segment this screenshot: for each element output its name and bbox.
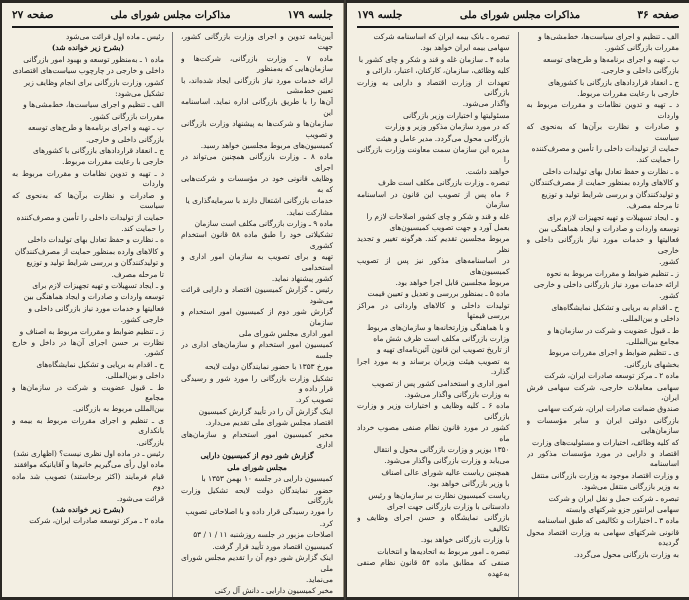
text-line: بعمل آورد و جهت تصویب کمیسیون‌های: [389, 222, 510, 232]
text-line: د ـ تهیه و تدوین نظامات و مقررات مربوط به واردات: [526, 100, 679, 120]
text-line: کشور.: [659, 257, 679, 267]
left-page-number: صفحه ۲۷: [12, 9, 54, 21]
text-line: مقررات بازرگانی کشور.: [604, 43, 679, 53]
text-line: ارائه خدمات مورد نیاز بازرگانی ایجاد شده‌اند، با تعیین خط‌مشی: [181, 75, 333, 96]
text-line: ز ـ تنظیم ضوابط و مقررات مربوط به نحوه: [546, 268, 679, 278]
header-rule: [12, 26, 333, 28]
text-line: قرائت می‌شود.: [116, 493, 164, 503]
text-line: نظارت بر حسن اجرای آن‌ها در داخل و خارج کشور.: [12, 337, 164, 358]
text-line: به وزارت بازرگانی محول می‌گردد.: [573, 549, 679, 559]
text-line: اقتصاد مجلس شورای ملی تقدیم می‌دارد.: [205, 418, 333, 428]
text-line: ی ـ تنظیم ضوابط و اجرای مقررات مربوط: [548, 348, 679, 358]
text-line: و تولیدکنندگان و بررسی شرایط تولید و توزیع: [26, 258, 164, 268]
text-line: الف ـ تنظیم و اجرای سیاست‌ها، خط‌مشی‌ها و: [538, 32, 679, 41]
text-line: بازرگانی نمایشگاه و حسن اجرای وظایف و تکالیف: [357, 513, 510, 533]
text-line: مجامع بین‌المللی.: [625, 336, 679, 346]
text-line: ریاست کمیسیون نظارت بر سازمان‌ها و رئیس: [368, 490, 510, 500]
text-line: ب ـ تهیه و اجرای برنامه‌ها و طرح‌های توسعه: [542, 54, 679, 64]
text-line: ماده ۳ ـ اختیارات و تکالیفی که طبق اساسنامه: [537, 516, 679, 526]
text-line: تا مرحله مصرف.: [626, 201, 679, 211]
text-line: تبصره ـ امور مربوط به اتحادیه‌ها و انتخابات: [377, 546, 510, 556]
text-line: مسئولیتها و اختیارات وزیر بازرگانی: [402, 110, 510, 120]
right-columns: [357, 32, 679, 597]
text-line: مقررات بازرگانی کشور.: [89, 111, 164, 121]
text-line: اقتصاد و دارایی در مورد مؤسسات مذکور در اساسنامه: [526, 449, 679, 469]
text-line: کشور.: [659, 291, 679, 301]
text-line: را حمایت کند.: [121, 223, 164, 233]
text-line: صنفی که مطابق ماده ۵۴ قانون نظام صنفی به‌عهده: [357, 558, 510, 578]
text-line: وزارت بازرگانی مکلف است ظرف شش ماه: [373, 333, 510, 343]
text-line: بازرگانی داخلی و خارجی.: [85, 134, 164, 144]
text-line: مربوط مجلسین تقدیم کند. هرگونه تغییر و تجدید نظر: [357, 234, 510, 254]
header-rule: [357, 26, 679, 28]
text-line: فعالیتها و خدمات مورد نیاز بازرگانی داخلی و: [28, 303, 164, 313]
text-line: کمیسیون دارایی در جلسه ۱۰ بهمن ۱۳۵۳ با: [201, 474, 333, 484]
text-line: ح ـ اقدام به برپایی و تشکیل نمایشگاه‌های: [36, 359, 164, 369]
text-line: کشور، وزارت بازرگانی برای انجام وظایف زیر: [24, 77, 164, 87]
text-line: دادستانی با وزارت بازرگانی جهت اجرای: [386, 502, 510, 512]
text-line: آیین‌نامه تدوین و اجرای وزارت بازرگانی کشور، جهت: [181, 32, 333, 52]
left-session: جلسه ۱۷۹: [287, 9, 333, 21]
text-line: سهامی معاملات خارجی، شرکت سهامی فرش ایران،: [526, 382, 679, 402]
text-line: مورخ ۱۳۵۳ با حضور نمایندگان دولت لایحه: [204, 362, 333, 372]
text-line: ۶ ماه پس از تصویب این قانون در اساسنامه سازمان: [357, 189, 510, 210]
text-line: فعالیتها و خدمات مورد نیاز بازرگانی داخلی و خارجی: [526, 235, 679, 255]
text-line: امور اداری و استخدامی کشور پس از تصویب: [371, 378, 510, 388]
text-line: الف ـ تنظیم و اجرای سیاست‌ها، خط‌مشی‌ها و: [23, 100, 164, 110]
text-line: اینک گزارش آن را در تأیید گزارش کمیسیون: [198, 406, 333, 416]
text-line: تهیه و برای تصویب به سازمان امور اداری و استخدامی: [181, 252, 333, 272]
text-line: کمیسیون‌های مربوط مجلسین خواهد رسید.: [200, 141, 333, 151]
text-line: خواهند داشت.: [465, 166, 510, 176]
text-line: حمایت از تولیدات داخلی را تأمین و مصرف‌کننده: [531, 144, 679, 154]
text-line: کمیسیون امور استخدام و سازمان‌های اداری در جلسه: [181, 340, 333, 360]
text-line: ه ـ نظارت و حفظ تعادل بهای تولیدات داخلی: [27, 235, 164, 245]
text-line: ماده اول رأی می‌گیریم خانم‌ها و آقایانیکه موافقند: [13, 460, 164, 470]
text-line: خارجی کشور.: [120, 315, 164, 325]
text-line: بازرگانی.: [136, 437, 164, 447]
text-line: غله و قند و شکر و چای کشور اصلاحات لازم را: [366, 211, 510, 221]
text-line: سهامی بیمه ایران خواهد بود.: [420, 43, 510, 53]
text-line: خارجی با رعایت مقررات مربوط.: [62, 157, 164, 167]
text-line: در اساسنامه‌های مذکور نیز پس از تصویب کمیسیون‌های: [357, 256, 510, 276]
text-line: با وزیر بازرگانی خواهد بود.: [427, 479, 510, 489]
text-line: مجلس شورای ملی: [227, 462, 287, 472]
text-line: (بشرح زیر خوانده شد): [51, 43, 125, 53]
left-title: مذاکرات مجلس شورای ملی: [110, 9, 231, 21]
text-line: مخبر کمیسیون امور استخدام و سازمان‌های اداری: [181, 429, 333, 450]
text-line: ماده ۹ ـ وزارت بازرگانی مکلف است سازمان: [194, 218, 333, 228]
text-line: کرد.: [319, 518, 333, 528]
text-line: ارائه خدمات مورد نیاز بازرگانی داخلی و خارجی: [533, 279, 679, 289]
text-line: رئیس ـ ماده اول قرائت می‌شود: [66, 32, 164, 41]
left-page-header: [12, 7, 333, 23]
text-line: امور اداری مجلس شورای ملی: [238, 328, 333, 338]
text-line: که کلیه وظائف، اختیارات و مسئولیت‌های وزارت: [531, 437, 679, 447]
text-line: بازرگانی دولتی ایران و سایر مؤسسات و سازمان‌هایی: [526, 415, 679, 436]
right-page-header: [357, 7, 679, 23]
text-line: آن‌ها را با طریق بازرگانی اداره نماید. اساسنامه این: [181, 97, 333, 117]
right-page: [347, 3, 689, 597]
text-line: با وزارت بازرگانی خواهد بود.: [420, 535, 510, 545]
text-line: ۱۳۵۰ بوزیر و وزارت بازرگانی محول و انتقال: [373, 445, 510, 455]
text-line: می‌یابد و وزارت بازرگانی واگذار می‌شود.: [384, 456, 510, 466]
text-line: تصویب کرد.: [295, 395, 333, 405]
text-line: رئیس ـ گزارش کمیسیون اقتصاد و دارایی قرائت می‌شود: [181, 285, 333, 305]
right-title: مذاکرات مجلس شورای ملی: [459, 9, 581, 21]
text-line: و با هماهنگی وزارتخانه‌ها و سازمان‌های مربوط: [366, 322, 510, 332]
text-line: و ـ ایجاد تسهیلات و تهیه تجهیزات لازم برای: [32, 280, 164, 290]
text-line: تشکیل می‌شود:: [115, 89, 164, 99]
text-line: اصلاحات مزبور در جلسه روزشنبه ۱۱ / ۱ / ۵۳: [193, 530, 333, 540]
text-line: و صادرات و نظارت برآن‌ها که به‌نحوی که سیاست: [526, 122, 679, 142]
text-line: و تولیدکنندگان و بررسی شرایط تولید و توزیع: [541, 189, 679, 199]
text-line: ماده ۶ ـ کلیه وظایف و اختیارات وزیر و وزارت بازرگانی: [357, 401, 510, 421]
text-line: کشور در مورد قانون نظام صنفی مصوب خرداد ماه: [357, 423, 510, 443]
text-line: ج ـ انعقاد قراردادهای بازرگانی با کشورهای: [33, 146, 164, 156]
left-columns: [12, 32, 333, 597]
text-line: تعهدات از وزارت اقتصاد و دارایی به وزارت بازرگانی: [357, 77, 510, 98]
text-line: بازرگانی داخلی و خارجی.: [600, 66, 679, 76]
text-line: همچنین ریاست عالیه شورای عالی اصناف: [381, 467, 510, 477]
text-line: تبصره ـ شرکت حمل و نقل ایران و شرکت: [548, 493, 679, 503]
right-page-number: صفحه ۳۶: [637, 9, 679, 21]
text-line: ی ـ تنظیم و اجرای مقررات مربوط به بیمه و بانکداری: [12, 415, 164, 436]
right-session: جلسه ۱۷۹: [357, 9, 403, 21]
right-page-right-column: [527, 32, 680, 597]
text-line: خدمات بازرگانی اشتغال دارند با سرمایه‌گذاری یا: [185, 196, 333, 206]
text-line: سهامی ایرانتور جزو شرکتهای وابسته: [565, 505, 679, 515]
text-line: صندوق ضمانت صادرات ایران، شرکت سهامی: [537, 404, 679, 414]
text-line: ج ـ انعقاد قراردادهای بازرگانی با کشورهای: [548, 77, 679, 87]
text-line: ماده ۱ ـ به‌منظور توسعه و بهبود امور بازرگانی: [23, 54, 164, 64]
text-line: تبصره ـ وزارت بازرگانی مکلف است ظرف: [378, 178, 510, 188]
text-line: که در مورد سازمان مذکور وزیر و وزارت: [385, 122, 510, 132]
text-line: توسعه واردات و صادرات و ایجاد هماهنگی بین: [538, 223, 679, 233]
text-line: را مورد رسیدگی قرار داده و با اصلاحاتی تصویب: [185, 507, 333, 517]
text-line: اینک گزارش شور دوم آن را تقدیم مجلس شورای ملی: [181, 553, 333, 573]
text-line: مشارکت نماید.: [286, 207, 333, 217]
text-line: به وزارت بازرگانی واگذار می‌شود.: [404, 390, 510, 399]
text-line: داخلی و بین‌المللی.: [105, 371, 164, 381]
text-line: ماده ۷ ـ وزارت بازرگانی، شرکت‌ها و سازمان‌هایی که به‌منظور: [181, 53, 333, 74]
text-line: کمیسیون اقتصاد مورد تأیید قرار گرفت.: [212, 541, 333, 551]
text-line: را حمایت کند.: [636, 155, 679, 165]
text-line: ماده ۵ ـ بمنظور بررسی و تعدیل و تعیین قیمت: [367, 289, 510, 299]
text-line: گزارش شور دوم از کمیسیون دارایی: [200, 451, 314, 461]
text-line: تبصره ـ بانک بیمه ایران که اساسنامه شرکت: [373, 32, 510, 41]
text-line: ه ـ نظارت و حفظ تعادل بهای تولیدات داخلی: [542, 166, 679, 176]
text-line: بخشهای بازرگانی.: [624, 359, 679, 369]
text-line: تشکیل وزارت بازرگانی را مورد شور و رسیدگی قرار داده و: [181, 373, 333, 393]
left-page-left-column: [12, 32, 164, 597]
text-line: بازرگانی محول می‌گردد. مدیر عامل و هیئت: [376, 133, 510, 143]
text-line: کلیه وظائف، سازمان، کارکنان، اعتبار، دارائی و: [366, 66, 510, 76]
text-line: ز ـ تنظیم ضوابط و مقررات مربوط به اصناف و: [19, 326, 164, 336]
text-line: د ـ تهیه و تدوین نظامات و مقررات مربوط به واردات: [12, 168, 164, 189]
text-line: مخبر کمیسیون دارایی ـ دانش آل رکنی: [214, 586, 333, 596]
text-line: توسعه واردات و صادرات و ایجاد هماهنگی بین: [23, 292, 164, 302]
text-line: ماده ۲ ـ مرکز توسعه صادرات ایران، شرکت: [29, 516, 164, 526]
text-line: حضور نمایندگان دولت لایحه تشکیل وزارت بازرگانی: [181, 485, 333, 506]
text-line: بین‌المللی مربوط به بازرگانی.: [72, 404, 164, 414]
right-page-left-column: [357, 32, 510, 597]
text-line: و صادرات و نظارت برآن‌ها که به‌نحوی که سیاست: [12, 190, 164, 211]
text-line: مربوط مجلسین قابل اجرا خواهد بود.: [395, 277, 510, 287]
text-line: خارجی با رعایت مقررات مربوط.: [577, 89, 679, 99]
text-line: حمایت از تولیدات داخلی را تأمین و مصرف‌کننده: [16, 212, 164, 222]
text-line: و وزارت اقتصاد موجود به وزارت بازرگانی منتقل: [531, 470, 679, 480]
text-line: داخلی و بین‌المللی.: [620, 314, 679, 324]
text-line: قانونی شرکتهای سهامی به وزارت اقتصاد محول گردیده: [526, 527, 679, 548]
text-line: ماده ۴ ـ سازمان غله و قند و شکر و چای کشور با: [358, 54, 510, 64]
left-page: [2, 3, 344, 597]
text-line: (بشرح زیر خوانده شد): [51, 505, 125, 515]
text-line: تولیدات داخلی و کالاهای وارداتی در مراکز بررسی قیمتها: [357, 300, 510, 321]
left-page-right-column: [181, 32, 333, 597]
text-line: و ـ ایجاد تسهیلات و تهیه تجهیزات لازم برای: [547, 212, 679, 222]
text-line: ماده ۸ ـ وزارت بازرگانی همچنین می‌تواند در اجرای: [181, 152, 333, 172]
text-line: به وزیر بازرگانی منتقل می‌شود.: [581, 482, 679, 492]
text-line: ب ـ تهیه و اجرای برنامه‌ها و طرح‌های توسعه: [27, 123, 164, 133]
text-line: می‌نماید.: [306, 574, 333, 584]
text-line: داخلی و خارجی در چارچوب سیاست‌های اقتصادی: [12, 66, 164, 76]
text-line: به تصویب هیئت وزیران برساند و به مورد اجرا گذارد.: [357, 356, 510, 377]
text-line: ماده ۲ ـ مرکز توسعه صادرات ایران، شرکت: [544, 371, 679, 381]
text-line: و کالاهای وارده بمنظور حمایت از مصرف‌کنندگان: [14, 246, 164, 256]
text-line: مدیره این سازمان سمت معاونت وزارت بازرگانی را: [357, 145, 510, 165]
text-line: ط ـ قبول عضویت و شرکت در سازمان‌ها و مجامع: [12, 382, 164, 402]
text-line: رئیس ـ در ماده اول نظری نیست؟ (اظهاری نشد): [13, 449, 164, 459]
text-line: و کالاهای وارده بمنظور حمایت از مصرف‌کنندگان: [529, 178, 679, 188]
text-line: تشکیلاتی خود را طبق ماده ۵۸ قانون استخدام کشوری: [181, 230, 333, 250]
text-line: از تاریخ تصویب این قانون آئین‌نامه‌ای تهیه و: [377, 345, 510, 355]
book-gutter: [344, 0, 346, 600]
text-line: وظایف قانونی خود در مؤسسات و شرکت‌هایی که به: [181, 174, 333, 194]
text-line: قیام فرمایند (اکثر برخاستند) تصویب شد ماده دوم: [12, 471, 164, 492]
text-line: تا مرحله مصرف.: [111, 269, 164, 279]
text-line: واگذار می‌شود.: [462, 99, 510, 109]
column-divider: [518, 32, 519, 597]
text-line: ط ـ قبول عضویت و شرکت در سازمان‌ها و: [547, 325, 679, 335]
text-line: گزارش شور دوم از کمیسیون امور استخدام و سازمان: [181, 307, 333, 327]
text-line: سازمان‌ها و شرکت‌ها به پیشنهاد وزارت بازرگانی و تصویب: [181, 119, 333, 139]
column-divider: [172, 32, 173, 597]
text-line: ح ـ اقدام به برپایی و تشکیل نمایشگاه‌های: [551, 302, 679, 312]
text-line: کشور پیشنهاد نماید.: [271, 273, 333, 283]
